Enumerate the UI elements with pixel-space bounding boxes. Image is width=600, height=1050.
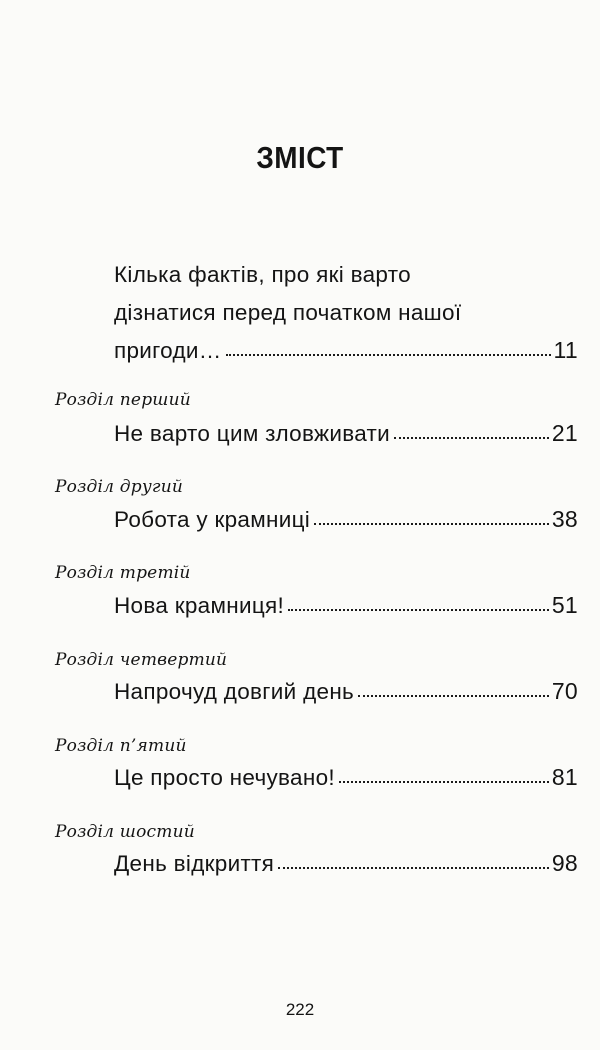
chapter-title-3: Нова крамниця!: [114, 593, 285, 618]
intro-title-line-3: пригоди…: [114, 338, 222, 363]
toc-entry-chapter-2[interactable]: [114, 506, 578, 533]
chapter-title-1: Не варто цим зловживати: [114, 421, 391, 446]
dot-leader: [226, 354, 551, 356]
toc-entry-chapter-6[interactable]: [114, 850, 578, 877]
chapter-page-5: 81: [551, 764, 578, 790]
chapter-page-3: 51: [551, 592, 578, 618]
chapter-label-5: Розділ п’ятий: [55, 736, 187, 756]
intro-page-number: 11: [553, 337, 578, 363]
dot-leader: [394, 437, 549, 439]
chapter-label-3: Розділ третій: [55, 563, 191, 583]
chapter-title-2: Робота у крамниці: [114, 507, 311, 532]
chapter-label-2: Розділ другий: [55, 477, 183, 497]
chapter-title-6: День відкриття: [114, 851, 275, 876]
chapter-label-6: Розділ шостий: [55, 822, 195, 842]
page-title: ЗМІСТ: [256, 140, 344, 175]
chapter-title-5: Це просто нечувано!: [114, 765, 335, 790]
toc-entry-chapter-5[interactable]: [114, 764, 578, 791]
chapter-page-4: 70: [551, 678, 578, 704]
dot-leader: [278, 867, 549, 869]
chapter-label-4: Розділ четвертий: [55, 650, 228, 670]
chapter-title-4: Напрочуд довгий день: [114, 679, 355, 704]
intro-title-line-2: дізнатися перед початком нашої: [114, 300, 462, 325]
chapter-page-6: 98: [551, 850, 578, 876]
dot-leader: [358, 695, 549, 697]
toc-entry-chapter-3[interactable]: [114, 592, 578, 619]
page-number: 222: [285, 1000, 315, 1019]
toc-entry-intro[interactable]: [114, 337, 578, 364]
chapter-page-1: 21: [551, 420, 578, 446]
dot-leader: [339, 781, 549, 783]
toc-entry-chapter-4[interactable]: [114, 678, 578, 705]
dot-leader: [288, 609, 549, 611]
toc-entry-chapter-1[interactable]: [114, 420, 578, 447]
chapter-page-2: 38: [551, 506, 578, 532]
dot-leader: [314, 523, 549, 525]
intro-title-line-1: Кілька фактів, про які варто: [114, 262, 411, 287]
chapter-label-1: Розділ перший: [55, 390, 191, 410]
